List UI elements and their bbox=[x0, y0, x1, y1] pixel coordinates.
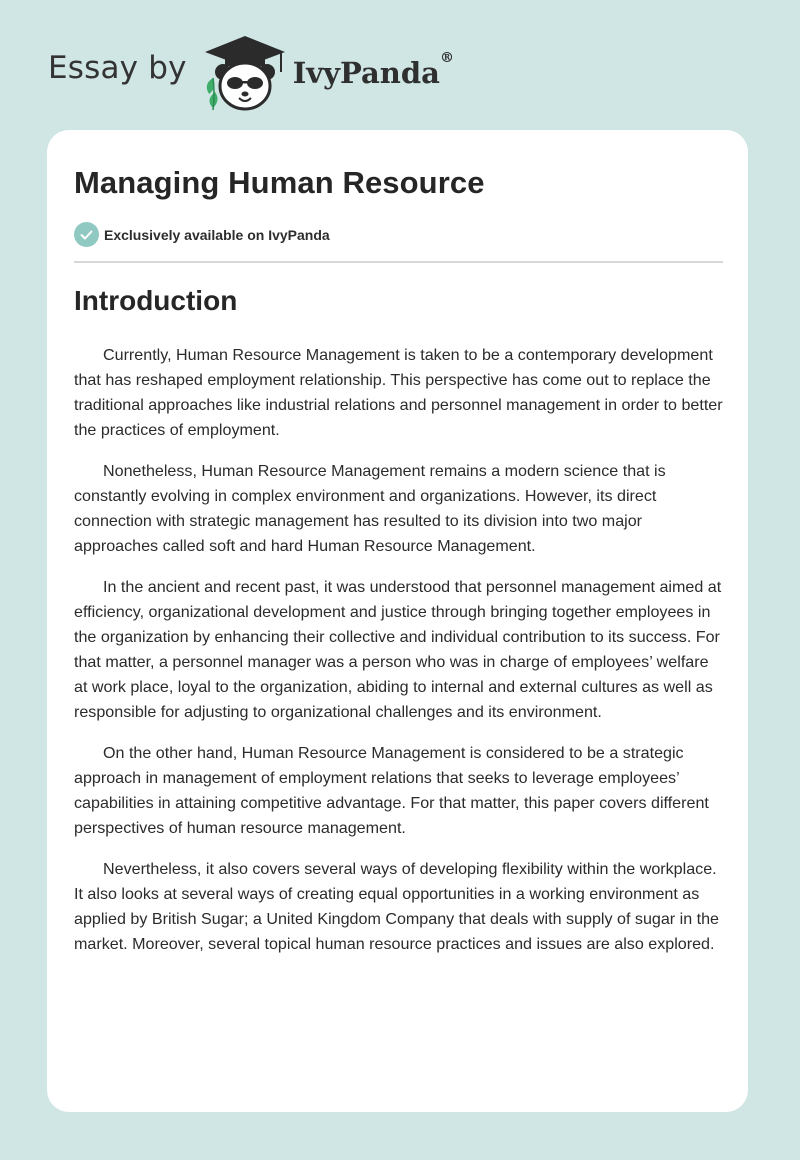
paragraph: Currently, Human Resource Management is taken to be a contemporary development that has reshaped employment relationship. This perspective has come out to replace the traditional approaches like industrial relations and personnel management in order to better the practices of employment. bbox=[74, 346, 723, 439]
section-heading-introduction: Introduction bbox=[74, 285, 238, 316]
paragraph: In the ancient and recent past, it was understood that personnel management aimed at efficiency, organizational development and justice through bringing together employees in the organization by enhancing their collective and individual contribution to its success. For that matter, a personnel manager was a person who was in charge of employees’ welfare at work place, loyal to the organization, abiding to internal and external cultures as well as responsible for adjusting to organizational challenges and its environment. bbox=[74, 578, 722, 721]
brand-name: IvyPanda® bbox=[292, 50, 454, 90]
checkmark-icon bbox=[80, 230, 93, 240]
ivypanda-logo-icon[interactable] bbox=[201, 34, 289, 114]
essay-card bbox=[47, 130, 748, 1112]
paragraph: On the other hand, Human Resource Management is considered to be a strategic approach in management of employment relations that seeks to leverage employees’ capabilities in attaining competitive advantage. For that matter, this paper covers different perspectives of human resource management. bbox=[74, 744, 709, 837]
brand-header bbox=[48, 34, 454, 114]
brand-prefix: Essay by bbox=[48, 50, 187, 86]
essay-body bbox=[74, 343, 723, 973]
paragraph: Nonetheless, Human Resource Management remains a modern science that is constantly evolving in complex environment and organizations. However, its direct connection with strategic management has resulted to its division into two major approaches called soft and hard Human Resource Management. bbox=[74, 462, 666, 555]
page-title: Managing Human Resource bbox=[74, 165, 485, 200]
check-circle-icon bbox=[74, 222, 99, 247]
exclusive-badge-label: Exclusively available on IvyPanda bbox=[104, 226, 330, 243]
title-divider bbox=[74, 261, 723, 263]
paragraph: Nevertheless, it also covers several ways of developing flexibility within the workplace. It also looks at several ways of creating equal opportunities in a working environment as applied by British Sugar; a United Kingdom Company that deals with supply of sugar in the market. Moreover, several topical human resource practices and issues are also explored. bbox=[74, 860, 720, 953]
exclusive-badge bbox=[74, 222, 330, 247]
registered-mark: ® bbox=[439, 50, 454, 66]
